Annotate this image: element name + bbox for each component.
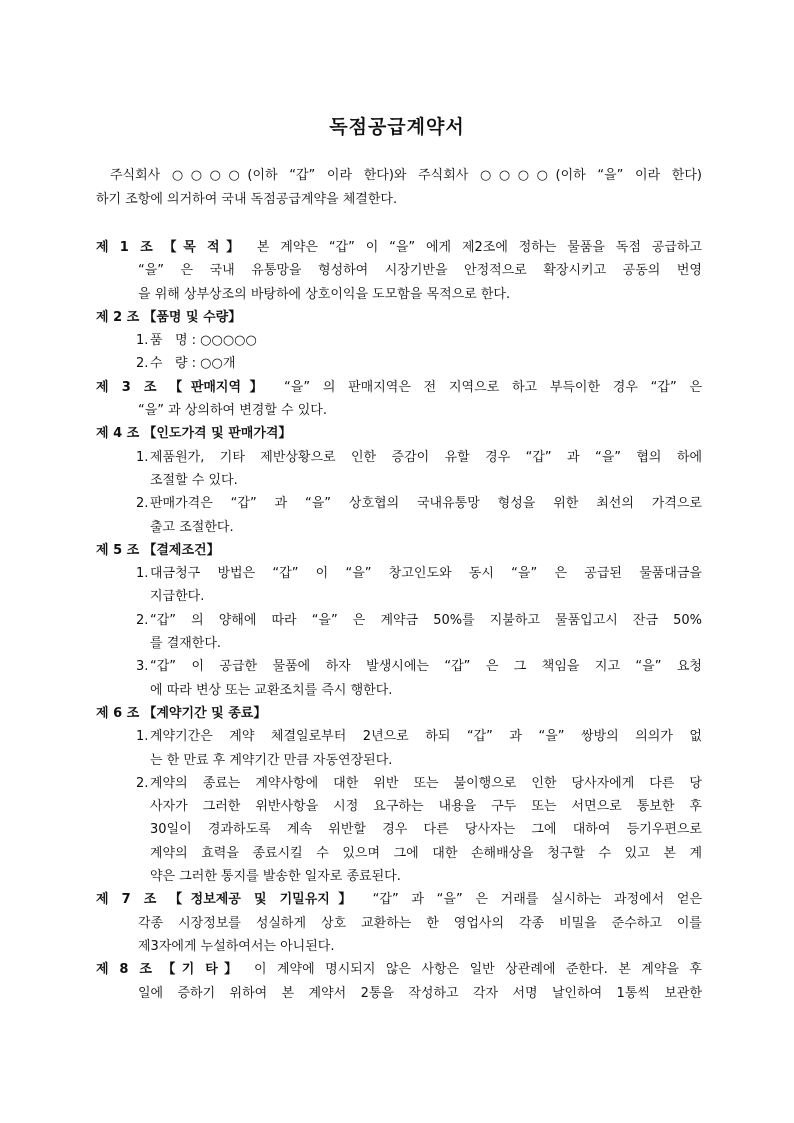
- article-text: 제3자에게 누설하여서는 아니된다.: [138, 938, 335, 954]
- article-1: [96, 236, 702, 306]
- list-item-continuation: 계약의 효력을 종료시킬 수 있으며 그에 대한 손해배상을 청구할 수 있고 본 계: [150, 845, 702, 861]
- article-text: 이 계약에 명시되지 않은 사항은 일반 상관례에 준한다. 본 계약을 후: [243, 962, 702, 978]
- intro-line-2: 하기 조항에 의거하여 국내 독점공급계약을 체결한다.: [96, 192, 398, 207]
- article-title: 【품명 및 수량】: [143, 309, 242, 325]
- list-item-continuation: 사자가 그러한 위반사항을 시정 요구하는 내용을 구두 또는 서면으로 통보한 후: [150, 799, 702, 815]
- list-item: 3. “갑” 이 공급한 물품에 하자 발생시에는 “갑” 은 그 책임을 지고 “을” 요청: [136, 659, 702, 675]
- article-text: 을 위해 상부상조의 바탕하에 상호이익을 도모함을 목적으로 한다.: [138, 286, 511, 302]
- article-6: [96, 702, 702, 888]
- list-item: 1. 계약기간은 계약 체결일로부터 2년으로 하되 “갑” 과 “을” 쌍방의 의의가 없: [136, 729, 702, 745]
- article-7: [96, 888, 702, 958]
- list-item-continuation: 조절할 수 있다.: [150, 472, 238, 488]
- document-title: 독점공급계약서: [329, 116, 465, 138]
- intro-paragraph: [96, 164, 702, 212]
- article-number: 제 2 조: [96, 309, 140, 325]
- article-number: 제 6 조: [96, 705, 140, 721]
- list-item: 1. 대금청구 방법은 “갑” 이 “을” 창고인도와 동시 “을” 은 공급된 물품대금을: [136, 566, 702, 582]
- article-title: 【결제조건】: [143, 542, 220, 558]
- article-number: 제 8 조: [96, 962, 152, 978]
- list-item-continuation: 지급한다.: [150, 589, 205, 605]
- list-item-continuation: 는 한 만료 후 계약기간 만큼 자동연장된다.: [150, 752, 393, 768]
- article-title: 【목 적】: [163, 240, 247, 255]
- list-item: 2. “갑” 의 양해에 따라 “을” 은 계약금 50%를 지불하고 물품입고시 잔금 50%: [136, 612, 702, 628]
- article-title: 【계약기간 및 종료】: [143, 705, 267, 721]
- list-item-continuation: 를 결재한다.: [150, 636, 222, 652]
- list-item-continuation: 약은 그러한 통지를 발송한 일자로 종료된다.: [150, 869, 401, 885]
- article-8: [96, 958, 702, 1005]
- article-4: [96, 422, 702, 538]
- articles: [96, 236, 702, 1005]
- article-title: 【인도가격 및 판매가격】: [143, 426, 292, 442]
- article-text: “을” 과 상의하여 변경할 수 있다.: [138, 403, 327, 419]
- list-item: 1. 제품원가, 기타 제반상황으로 인한 증감이 유할 경우 “갑” 과 “을” 협의 하에: [136, 449, 702, 465]
- article-2: [96, 306, 702, 376]
- article-text: “을” 의 판매지역은 전 지역으로 하고 부득이한 경우 “갑” 은: [271, 379, 702, 395]
- list-item-continuation: 에 따라 변상 또는 교환조치를 즉시 행한다.: [150, 682, 393, 698]
- article-text: 일에 증하기 위하여 본 계약서 2통을 작성하고 각자 서명 날인하여 1통씩 보관한: [138, 985, 702, 1001]
- list-item-continuation: 출고 조절한다.: [150, 519, 234, 535]
- article-text: 각종 시장정보를 성실하게 상호 교환하는 한 영업사의 각종 비밀을 준수하고 이를: [138, 915, 702, 931]
- intro-line-1: 주식회사 ○○○○(이하 “갑” 이라 한다)와 주식회사 ○○○○(이하 “을” 이라 한다): [110, 168, 702, 183]
- article-text: “갑” 과 “을” 은 거래를 실시하는 과정에서 얻은: [359, 892, 703, 908]
- list-item: 2. 판매가격은 “갑” 과 “을” 상호협의 국내유통망 형성을 위한 최선의 가격으로: [136, 496, 702, 512]
- article-title: 【판매지역】: [169, 379, 272, 395]
- list-item: 1. 품 명 : ○○○○○: [136, 333, 257, 349]
- article-number: 제 4 조: [96, 426, 140, 442]
- article-3: [96, 376, 702, 423]
- list-item-continuation: 30일이 경과하도록 계속 위반할 경우 다른 당사자는 그에 대하여 등기우편으로: [150, 822, 702, 838]
- article-title: 【기 타】: [162, 962, 244, 978]
- list-item: 2. 계약의 종료는 계약사항에 대한 위반 또는 불이행으로 인한 당사자에게 다른 당: [136, 775, 702, 791]
- list-item: 2. 수 량 : ○○개: [136, 356, 236, 372]
- article-text: “을” 은 국내 유통망을 형성하여 시장기반을 안정적으로 확장시키고 공동의 번영: [138, 263, 702, 279]
- article-number: 제 1 조: [96, 240, 153, 255]
- article-number: 제 5 조: [96, 542, 140, 558]
- article-5: [96, 539, 702, 702]
- article-title: 【정보제공 및 기밀유지】: [169, 892, 360, 908]
- article-number: 제 7 조: [96, 892, 157, 908]
- article-text: 본 계약은 “갑” 이 “을” 에게 제2조에 정하는 물품을 독점 공급하고: [246, 240, 702, 255]
- article-number: 제 3 조: [96, 379, 157, 395]
